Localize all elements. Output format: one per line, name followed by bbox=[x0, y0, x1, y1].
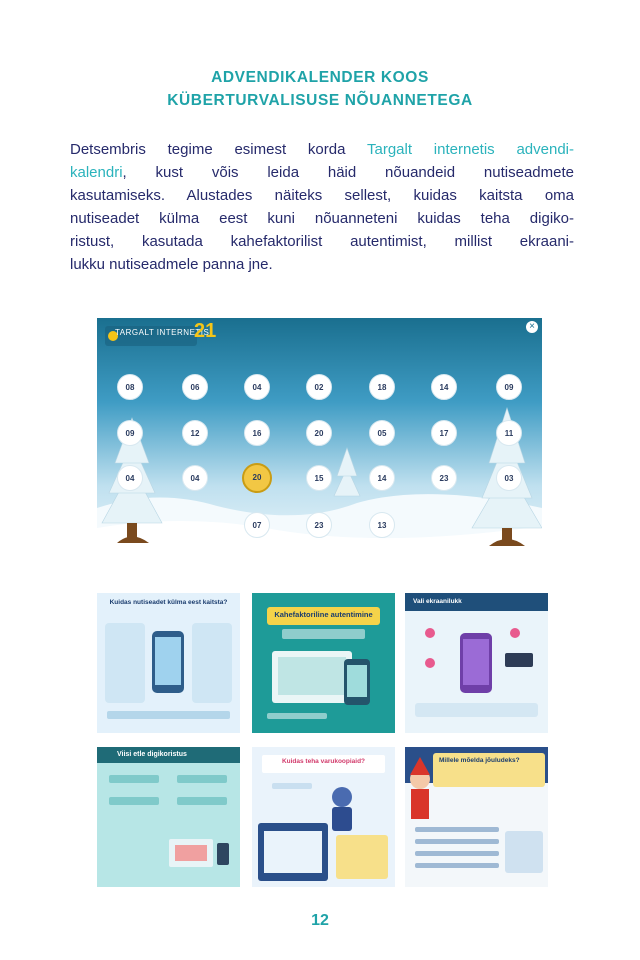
calendar-day-button[interactable]: 04 bbox=[182, 465, 208, 491]
calendar-logo-text: TARGALT INTERNETIS bbox=[115, 328, 210, 337]
page-title-line-1: ADVENDIKALENDER KOOS bbox=[211, 69, 429, 86]
thumbnail-heading: Kuidas teha varukoopiaid? bbox=[281, 758, 366, 765]
screen-lock-illustration bbox=[405, 593, 548, 733]
paragraph-line-2 bbox=[70, 161, 574, 184]
calendar-day-button[interactable]: 23 bbox=[431, 465, 457, 491]
thumbnail-cold-protection bbox=[97, 593, 240, 733]
paragraph-text: Detsembris tegime esimest korda bbox=[70, 141, 367, 158]
calendar-day-button[interactable]: 12 bbox=[182, 420, 208, 446]
paragraph-line-6: lukku nutiseadmele panna jne. bbox=[70, 256, 273, 273]
calendar-day-button[interactable]: 03 bbox=[496, 465, 522, 491]
calendar-day-button[interactable]: 05 bbox=[369, 420, 395, 446]
thumbnail-screen-lock bbox=[405, 593, 548, 733]
thumbnail-backups bbox=[252, 747, 395, 887]
page-title-line-2: KÜBERTURVALISUSE NÕUANNETEGA bbox=[167, 92, 473, 109]
calendar-day-button[interactable]: 15 bbox=[306, 465, 332, 491]
paragraph-line-1 bbox=[70, 138, 574, 161]
calendar-day-button[interactable]: 23 bbox=[306, 512, 332, 538]
calendar-day-button[interactable]: 02 bbox=[306, 374, 332, 400]
calendar-day-button[interactable]: 11 bbox=[496, 420, 522, 446]
calendar-day-button[interactable]: 18 bbox=[369, 374, 395, 400]
calendar-day-button[interactable]: 13 bbox=[369, 512, 395, 538]
thumbnail-heading: Kahefaktoriline autentimine bbox=[274, 610, 373, 619]
calendar-day-button[interactable]: 17 bbox=[431, 420, 457, 446]
calendar-day-button[interactable]: 06 bbox=[182, 374, 208, 400]
calendar-day-button[interactable]: 20 bbox=[242, 463, 272, 493]
page-number: 12 bbox=[311, 912, 329, 929]
calendar-day-button[interactable]: 09 bbox=[496, 374, 522, 400]
thumbnail-christmas bbox=[405, 747, 548, 887]
christmas-illustration bbox=[405, 747, 548, 887]
calendar-day-button[interactable]: 04 bbox=[117, 465, 143, 491]
calendar-day-button[interactable]: 09 bbox=[117, 420, 143, 446]
calendar-link-continued[interactable]: kalendri bbox=[70, 164, 123, 181]
backups-illustration bbox=[252, 747, 395, 887]
calendar-day-button[interactable]: 04 bbox=[244, 374, 270, 400]
paragraph-line-5: ristust, kasutada kahefaktorilist autentimist, millist ekraani- bbox=[70, 233, 574, 250]
thumbnail-two-factor bbox=[252, 593, 395, 733]
digital-cleanup-illustration bbox=[97, 747, 240, 887]
calendar-day-button[interactable]: 08 bbox=[117, 374, 143, 400]
calendar-link[interactable]: Targalt internetis advendi- bbox=[366, 141, 574, 158]
cold-protection-illustration bbox=[97, 593, 240, 733]
paragraph-line-3: kasutamiseks. Alustades näiteks sellest, kuidas kaitsta oma bbox=[70, 187, 574, 204]
thumbnail-heading: Kuidas nutiseadet külma eest kaitsta? bbox=[109, 599, 228, 606]
advent-calendar-screenshot bbox=[97, 318, 542, 558]
calendar-year: 21 bbox=[194, 320, 217, 342]
calendar-day-button[interactable]: 20 bbox=[306, 420, 332, 446]
thumbnail-heading: Millele mõelda jõuludeks? bbox=[439, 757, 520, 764]
calendar-day-button[interactable]: 16 bbox=[244, 420, 270, 446]
thumbnail-heading: Viisi etle digikoristus bbox=[117, 751, 187, 758]
paragraph-text: , kust võis leida häid nõuandeid nutiseadmete bbox=[122, 164, 574, 181]
calendar-day-button[interactable]: 14 bbox=[431, 374, 457, 400]
thumbnail-digital-cleanup bbox=[97, 747, 240, 887]
calendar-day-button[interactable]: 14 bbox=[369, 465, 395, 491]
paragraph-line-4: nutiseadet külma eest kuni nõuanneteni kuidas teha digiko- bbox=[70, 210, 574, 227]
thumbnail-heading: Vali ekraanilukk bbox=[413, 598, 462, 605]
close-icon[interactable]: × bbox=[526, 321, 538, 333]
calendar-day-button[interactable]: 07 bbox=[244, 512, 270, 538]
intro-paragraph bbox=[70, 138, 574, 276]
